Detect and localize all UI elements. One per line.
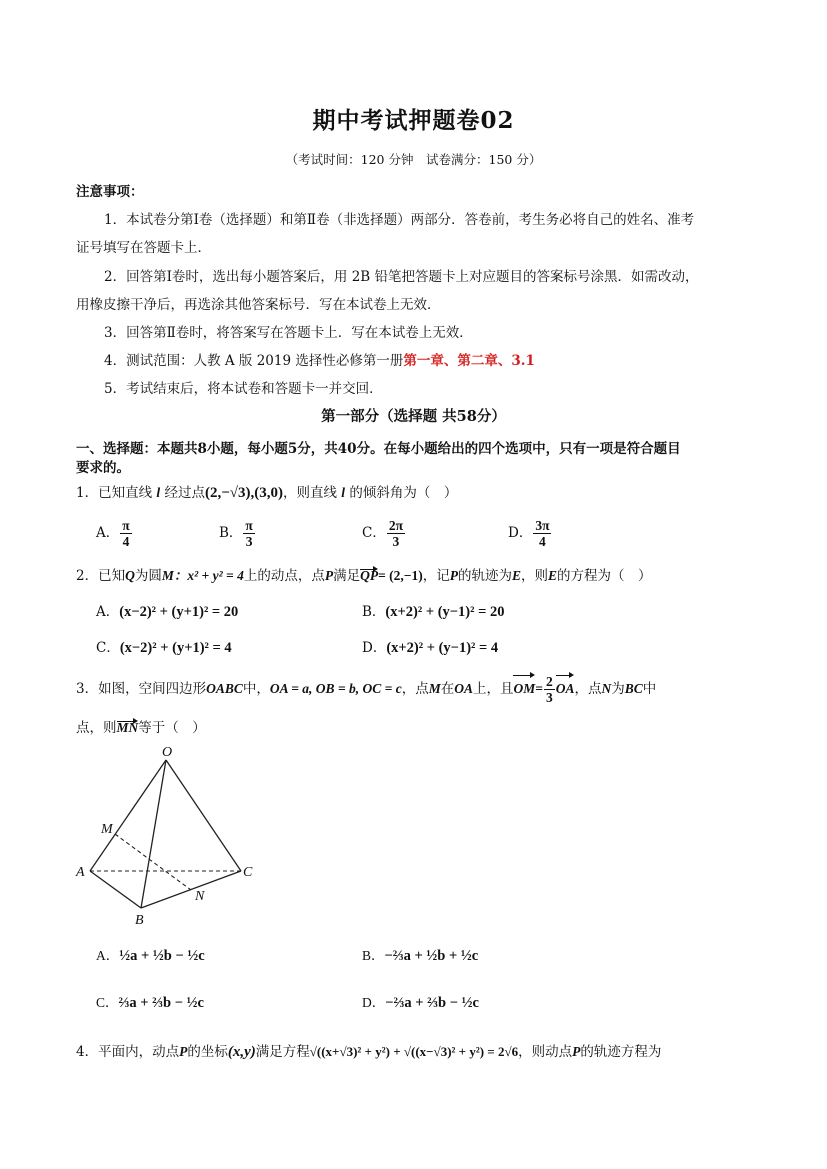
q2-vector: QP [360,568,379,583]
question-3 [76,674,656,705]
q2-var: P [449,568,458,583]
q2-option-a[interactable] [96,600,238,621]
option-expr: −⅔a + ⅔b − ½c [385,995,479,1011]
q3-text: 为 [611,681,625,697]
option-eq: (x−2)² + (y+1)² = 4 [119,640,232,656]
notice-item-4-text: 4．测试范围：人教 A 版 2019 选择性必修第一册 [104,353,404,369]
q3-var: OABC [206,681,243,696]
option-label: B． [362,948,385,963]
q1-option-c[interactable] [362,518,406,549]
option-label: B． [362,604,386,620]
section-instructions-cont: 要求的。 [76,460,130,476]
test-scope-highlight: 第一章、第二章、3.1 [403,353,535,369]
q1-points: (2,−√3),(3,0) [204,485,283,501]
frac-den: 3 [392,534,400,549]
q2-var: P [324,568,334,583]
q2-text: 满足 [333,568,361,584]
page-title: 期中考试押题卷02 [312,107,515,134]
q1-option-d[interactable] [508,518,552,549]
frac-den: 3 [545,690,553,705]
notice-heading: 注意事项： [76,184,144,200]
question-3-cont [76,716,206,736]
q3-text: 上，且 [472,681,514,697]
edge-ab [90,871,141,908]
frac-num: 2π [388,518,403,533]
q3-var: M [428,681,441,696]
q1-text: 1．已知直线 [76,485,153,501]
q3-option-d[interactable] [362,991,479,1012]
option-eq: (x+2)² + (y−1)² = 4 [386,640,499,656]
option-label: B． [219,525,243,541]
edge-ob [141,760,166,908]
q4-coords: (x,y) [227,1044,256,1060]
q3-vector-om: OM [513,674,535,704]
q3-eq: = [535,681,543,696]
option-eq: (x+2)² + (y−1)² = 20 [385,604,505,620]
q2-text: 的轨迹为 [457,568,512,584]
notice-item-1-cont: 证号填写在答题卡上． [76,240,211,256]
option-label: C． [96,995,119,1010]
notice-item-5: 5．考试结束后，将本试卷和答题卡一并交回． [104,381,383,397]
q3-text: 等于（ ） [138,720,206,736]
q2-text: 2．已知 [76,568,126,584]
q2-text: 为圆 [134,568,162,584]
q2-var: E [548,568,558,583]
edge-oa [90,760,166,871]
frac-num: 3π [535,518,550,533]
q2-var: Q [125,568,135,583]
q1-line-l: l [341,485,346,500]
q1-text: 经过点 [164,485,205,501]
q2-text: ，则 [521,568,548,584]
q3-var: N [601,681,612,696]
exam-info: （考试时间：120 分钟 试卷满分：150 分） [285,152,542,167]
q4-var: P [179,1044,188,1059]
option-label: D． [508,525,533,541]
question-2 [76,564,652,584]
q4-text: ，则动点 [518,1044,573,1060]
section-instructions: 一、选择题：本题共8小题，每小题5分，共40分。在每小题给出的四个选项中，只有一项是符合题目 [76,441,681,457]
segment-mn [115,834,191,890]
q1-option-b[interactable] [219,518,256,549]
part1-title: 第一部分（选择题 共58分） [321,408,506,425]
q4-text: 的轨迹方程为 [580,1044,662,1060]
question-4 [76,1040,661,1061]
q3-var: BC [624,681,643,696]
option-label: A． [96,525,120,541]
option-label: D． [362,995,386,1010]
q4-text: 满足方程 [255,1044,310,1060]
notice-item-2: 2．回答第Ⅰ卷时，选出每小题答案后，用 2B 铅笔把答题卡上对应题目的答案标号涂黑．如需改动， [104,269,699,285]
q2-text: 上的动点，点 [243,568,325,584]
notice-item-1: 1．本试卷分第Ⅰ卷（选择题）和第Ⅱ卷（非选择题）两部分．答卷前，考生务必将自己的姓名、准考 [104,212,695,228]
notice-item-3: 3．回答第Ⅱ卷时，将答案写在答题卡上．写在本试卷上无效． [104,325,473,341]
option-expr: ⅔a + ⅔b − ½c [118,995,204,1011]
q3-option-c[interactable] [96,991,204,1012]
q3-text: ，点 [574,681,602,697]
q3-option-a[interactable] [96,944,205,965]
notice-item-2-cont: 用橡皮擦干净后，再选涂其他答案标号．写在本试卷上无效． [76,297,441,313]
option-label: C． [362,525,386,541]
q2-option-b[interactable] [362,600,504,621]
frac-num: π [122,518,130,533]
q3-text: 点，则 [76,720,117,736]
q3-vector-oa: OA [556,674,575,704]
q4-equation: √((x+√3)² + y²) + √((x−√3)² + y²) = 2√6 [309,1044,519,1059]
option-label: A． [96,948,120,963]
q3-text: 3．如图，空间四边形 [76,681,207,697]
q1-text: ，则直线 [282,485,337,501]
label-n: N [195,889,205,904]
label-c: C [243,865,253,880]
label-m: M [101,822,113,837]
question-1 [76,481,457,502]
q2-circle-eq: ：x² + y² = 4 [173,568,244,583]
option-label: D． [362,640,387,656]
frac-den: 4 [122,534,130,549]
q4-text: 4．平面内，动点 [76,1044,180,1060]
q2-text: ，记 [422,568,450,584]
q2-vector-value: = (2,−1) [378,568,423,583]
frac-den: 4 [539,534,546,549]
frac-num: 2 [545,674,553,689]
option-eq: (x−2)² + (y+1)² = 20 [119,604,239,620]
frac-den: 3 [245,534,253,549]
q1-option-a[interactable] [96,518,133,549]
q3-text: ，点 [401,681,429,697]
q2-option-d[interactable] [362,636,498,657]
q4-text: 的坐标 [187,1044,228,1060]
q3-text: 在 [440,681,455,697]
frac-num: π [245,518,253,533]
q2-var: M [161,568,174,583]
q4-var: P [572,1044,581,1059]
option-expr: −⅔a + ½b + ½c [384,948,479,964]
q3-option-b[interactable] [362,944,478,965]
q2-option-c[interactable] [96,636,232,657]
label-b: B [135,913,144,928]
q3-text: 中， [242,681,270,697]
notice-item-4 [104,349,535,369]
q3-var: OA [454,681,473,696]
option-expr: ½a + ½b − ½c [119,948,205,964]
option-label: C． [96,640,120,656]
q1-text: 的倾斜角为（ ） [349,485,458,501]
q3-vector-conditions: OA = a, OB = b, OC = c [269,681,402,696]
q1-line-l: l [156,485,161,500]
q3-text: 中 [642,681,657,697]
tetrahedron-figure [70,740,270,930]
q2-var: E [511,568,521,583]
q3-vector-mn: MN [116,720,139,735]
label-o: O [162,745,173,760]
label-a: A [76,865,85,880]
q2-text: 的方程为（ ） [557,568,652,584]
edge-oc [166,760,241,871]
option-label: A． [96,604,120,620]
